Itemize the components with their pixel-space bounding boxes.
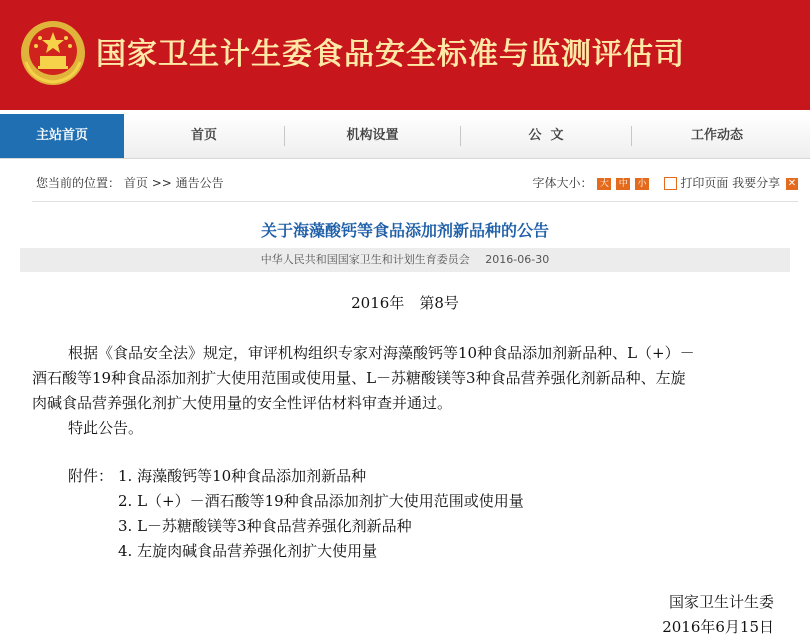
nav-item-documents[interactable]: 公 文 [528, 128, 564, 143]
body-line-2: 酒石酸等19种食品添加剂扩大使用范围或使用量、L－苏糖酸镁等3种食品营养强化剂新品种、左旋 [32, 369, 686, 387]
article-publisher: 中华人民共和国国家卫生和计划生育委员会 [260, 253, 470, 266]
national-emblem-icon [18, 18, 88, 88]
share-link[interactable]: 我要分享 [732, 176, 781, 190]
document-number: 2016年 第8号 [351, 294, 459, 312]
article-title: 关于海藻酸钙等食品添加剂新品种的公告 [260, 221, 549, 240]
body-line-3: 肉碱食品营养强化剂扩大使用量的安全性评估材料审查并通过。 [32, 394, 453, 412]
divider [32, 201, 798, 202]
font-size-label: 字体大小： [532, 176, 593, 190]
breadcrumb-current-link[interactable]: 通告公告 [175, 176, 224, 190]
signature: 国家卫生计生委 [668, 593, 774, 611]
font-size-medium-button[interactable]: 中 [616, 178, 630, 190]
breadcrumb-bar [32, 166, 798, 200]
font-size-small-button[interactable]: 小 [635, 178, 649, 190]
print-page-link[interactable]: 打印页面 [680, 176, 729, 190]
header-banner [0, 0, 810, 110]
page-tools [533, 166, 798, 200]
font-size-large-button[interactable]: 大 [597, 178, 611, 190]
breadcrumb-separator: >> [151, 176, 172, 190]
nav-item-work-news[interactable]: 工作动态 [690, 128, 743, 143]
attachment-item[interactable]: 2. L（+）－酒石酸等19种食品添加剂扩大使用范围或使用量 [118, 492, 524, 510]
article-meta [20, 248, 790, 272]
nav-item-home[interactable]: 首页 [190, 128, 217, 143]
breadcrumb [36, 166, 224, 200]
closing-text: 特此公告。 [68, 419, 144, 437]
main-nav [0, 114, 810, 159]
nav-item-organization[interactable]: 机构设置 [346, 128, 399, 143]
site-title: 国家卫生计生委食品安全标准与监测评估司 [96, 37, 685, 72]
sign-date: 2016年6月15日 [662, 618, 774, 636]
attachment-item[interactable]: 3. L－苏糖酸镁等3种食品营养强化剂新品种 [118, 517, 412, 535]
attachment-item[interactable]: 1. 海藻酸钙等10种食品添加剂新品种 [118, 467, 367, 485]
nav-item-main-home[interactable]: 主站首页 [0, 114, 124, 158]
print-icon [664, 177, 677, 190]
breadcrumb-prefix: 您当前的位置： [36, 176, 121, 190]
breadcrumb-home-link[interactable]: 首页 [123, 176, 148, 190]
attachments-label: 附件： [68, 467, 114, 485]
article-date: 2016-06-30 [485, 253, 550, 266]
close-icon[interactable]: ✕ [787, 177, 797, 189]
attachment-item[interactable]: 4. 左旋肉碱食品营养强化剂扩大使用量 [118, 542, 378, 560]
body-line-1: 根据《食品安全法》规定，审评机构组织专家对海藻酸钙等10种食品添加剂新品种、L（+）－ [68, 344, 695, 362]
